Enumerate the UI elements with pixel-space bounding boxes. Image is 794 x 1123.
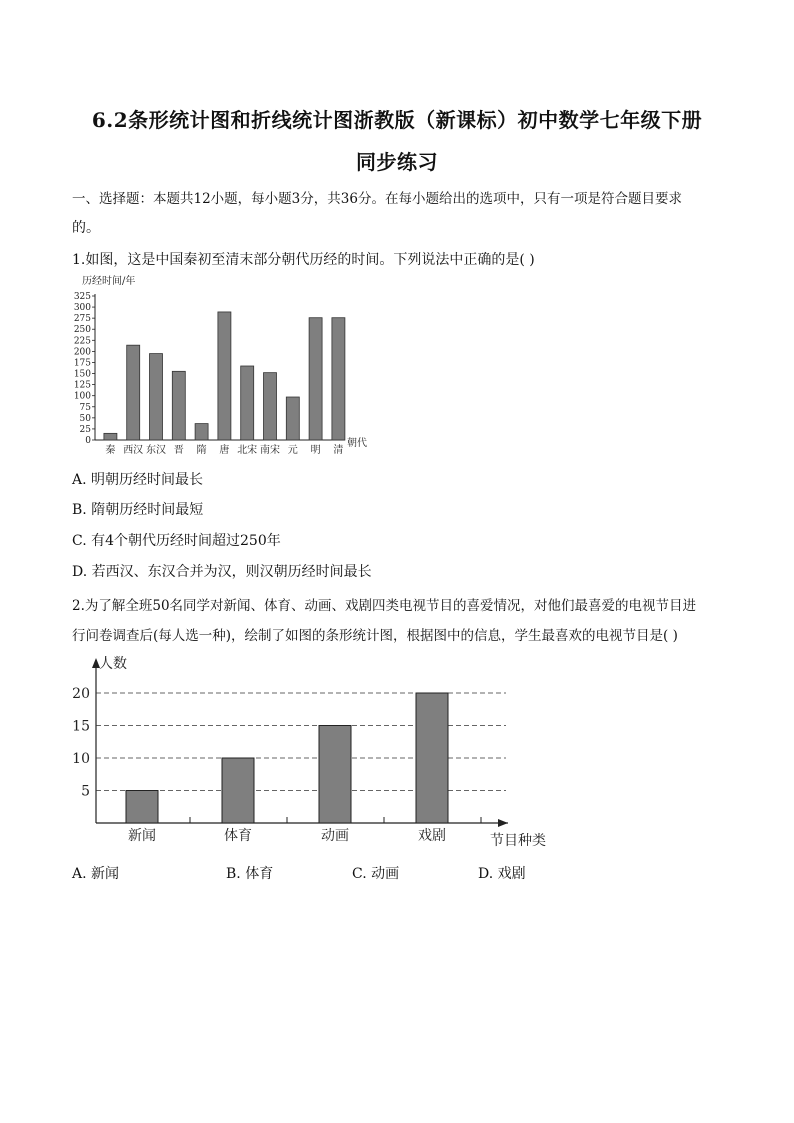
y-tick-label: 50 (79, 413, 91, 424)
x-tick-label: 元 (287, 445, 298, 456)
y-tick-label: 5 (81, 783, 90, 800)
question-2-stem-cont: 行问卷调查后(每人选一种)，绘制了如图的条形统计图，根据图中的信息，学生最喜欢的电视节目是( ) (72, 628, 678, 644)
bar-北宋 (241, 366, 254, 440)
question-2-option-d[interactable]: D. 戏剧 (478, 866, 526, 882)
y-tick-label: 0 (85, 436, 91, 446)
y-tick-label: 275 (73, 314, 91, 325)
x-tick-label: 清 (333, 445, 344, 456)
bar-晋 (172, 371, 185, 440)
bar-动画 (319, 726, 351, 824)
section-instructions-cont: 的。 (72, 220, 100, 236)
bar-戏剧 (416, 693, 448, 823)
bar-元 (286, 397, 299, 440)
x-tick-label: 东汉 (146, 445, 166, 456)
x-tick-label: 秦 (105, 445, 116, 456)
x-axis-arrow (498, 819, 508, 827)
bar-西汉 (127, 345, 140, 440)
x-tick-label: 晋 (173, 445, 184, 456)
y-tick-label: 225 (73, 336, 91, 347)
y-tick-label: 125 (73, 380, 91, 391)
x-axis-title: 朝代 (347, 438, 367, 449)
bar-体育 (222, 758, 254, 823)
y-tick-label: 10 (72, 751, 90, 767)
y-tick-label: 20 (72, 686, 90, 702)
dynasty-duration-chart (60, 270, 380, 460)
x-axis-title: 节目种类 (490, 833, 546, 849)
bar-隋 (195, 424, 208, 440)
x-tick-label: 南宋 (260, 445, 280, 456)
bar-南宋 (264, 373, 277, 440)
y-tick-label: 250 (73, 325, 91, 336)
y-tick-label: 325 (73, 292, 91, 302)
y-tick-label: 300 (73, 303, 91, 314)
x-tick-label: 隋 (196, 445, 207, 456)
bar-新闻 (126, 791, 158, 824)
question-1-option-b[interactable]: B. 隋朝历经时间最短 (72, 502, 204, 518)
question-2-option-c[interactable]: C. 动画 (352, 866, 400, 882)
question-2-option-b[interactable]: B. 体育 (226, 866, 274, 882)
y-tick-label: 15 (72, 718, 90, 735)
page-subtitle: 同步练习 (356, 150, 438, 174)
question-1-option-c[interactable]: C. 有4个朝代历经时间超过250年 (72, 533, 281, 549)
x-tick-label: 唐 (219, 445, 230, 456)
x-tick-label: 体育 (224, 828, 252, 844)
y-axis-title: 历经时间/年 (82, 276, 136, 287)
tv-program-chart (60, 648, 560, 858)
question-2-option-a[interactable]: A. 新闻 (72, 866, 120, 882)
x-tick-label: 西汉 (123, 445, 144, 456)
y-tick-label: 75 (79, 402, 91, 413)
x-tick-label: 戏剧 (418, 828, 446, 844)
question-1-option-d[interactable]: D. 若西汉、东汉合并为汉，则汉朝历经时间最长 (72, 564, 372, 580)
question-1-option-a[interactable]: A. 明朝历经时间最长 (72, 472, 204, 488)
x-tick-label: 新闻 (128, 828, 156, 844)
y-axis-title: 人数 (99, 656, 127, 672)
bar-清 (332, 318, 345, 440)
x-tick-label: 北宋 (237, 445, 258, 456)
bar-明 (309, 318, 322, 440)
section-instructions: 一、选择题：本题共12小题，每小题3分，共36分。在每小题给出的选项中，只有一项是符合题目要求 (72, 191, 682, 207)
bar-唐 (218, 312, 231, 440)
bar-秦 (104, 433, 117, 440)
question-2-stem: 2.为了解全班50名同学对新闻、体育、动画、戏剧四类电视节目的喜爱情况，对他们最喜爱的电视节目进 (72, 598, 697, 614)
y-tick-label: 25 (79, 424, 91, 435)
x-tick-label: 动画 (321, 828, 349, 844)
y-tick-label: 200 (73, 347, 91, 358)
x-tick-label: 明 (310, 445, 321, 456)
question-1-stem: 1.如图，这是中国秦初至清末部分朝代历经的时间。下列说法中正确的是( ) (72, 252, 535, 268)
y-tick-label: 175 (73, 358, 91, 369)
y-tick-label: 100 (73, 391, 91, 402)
bar-东汉 (150, 354, 163, 440)
page-title: 6.2条形统计图和折线统计图浙教版（新课标）初中数学七年级下册 (91, 108, 703, 132)
y-tick-label: 150 (73, 369, 91, 380)
